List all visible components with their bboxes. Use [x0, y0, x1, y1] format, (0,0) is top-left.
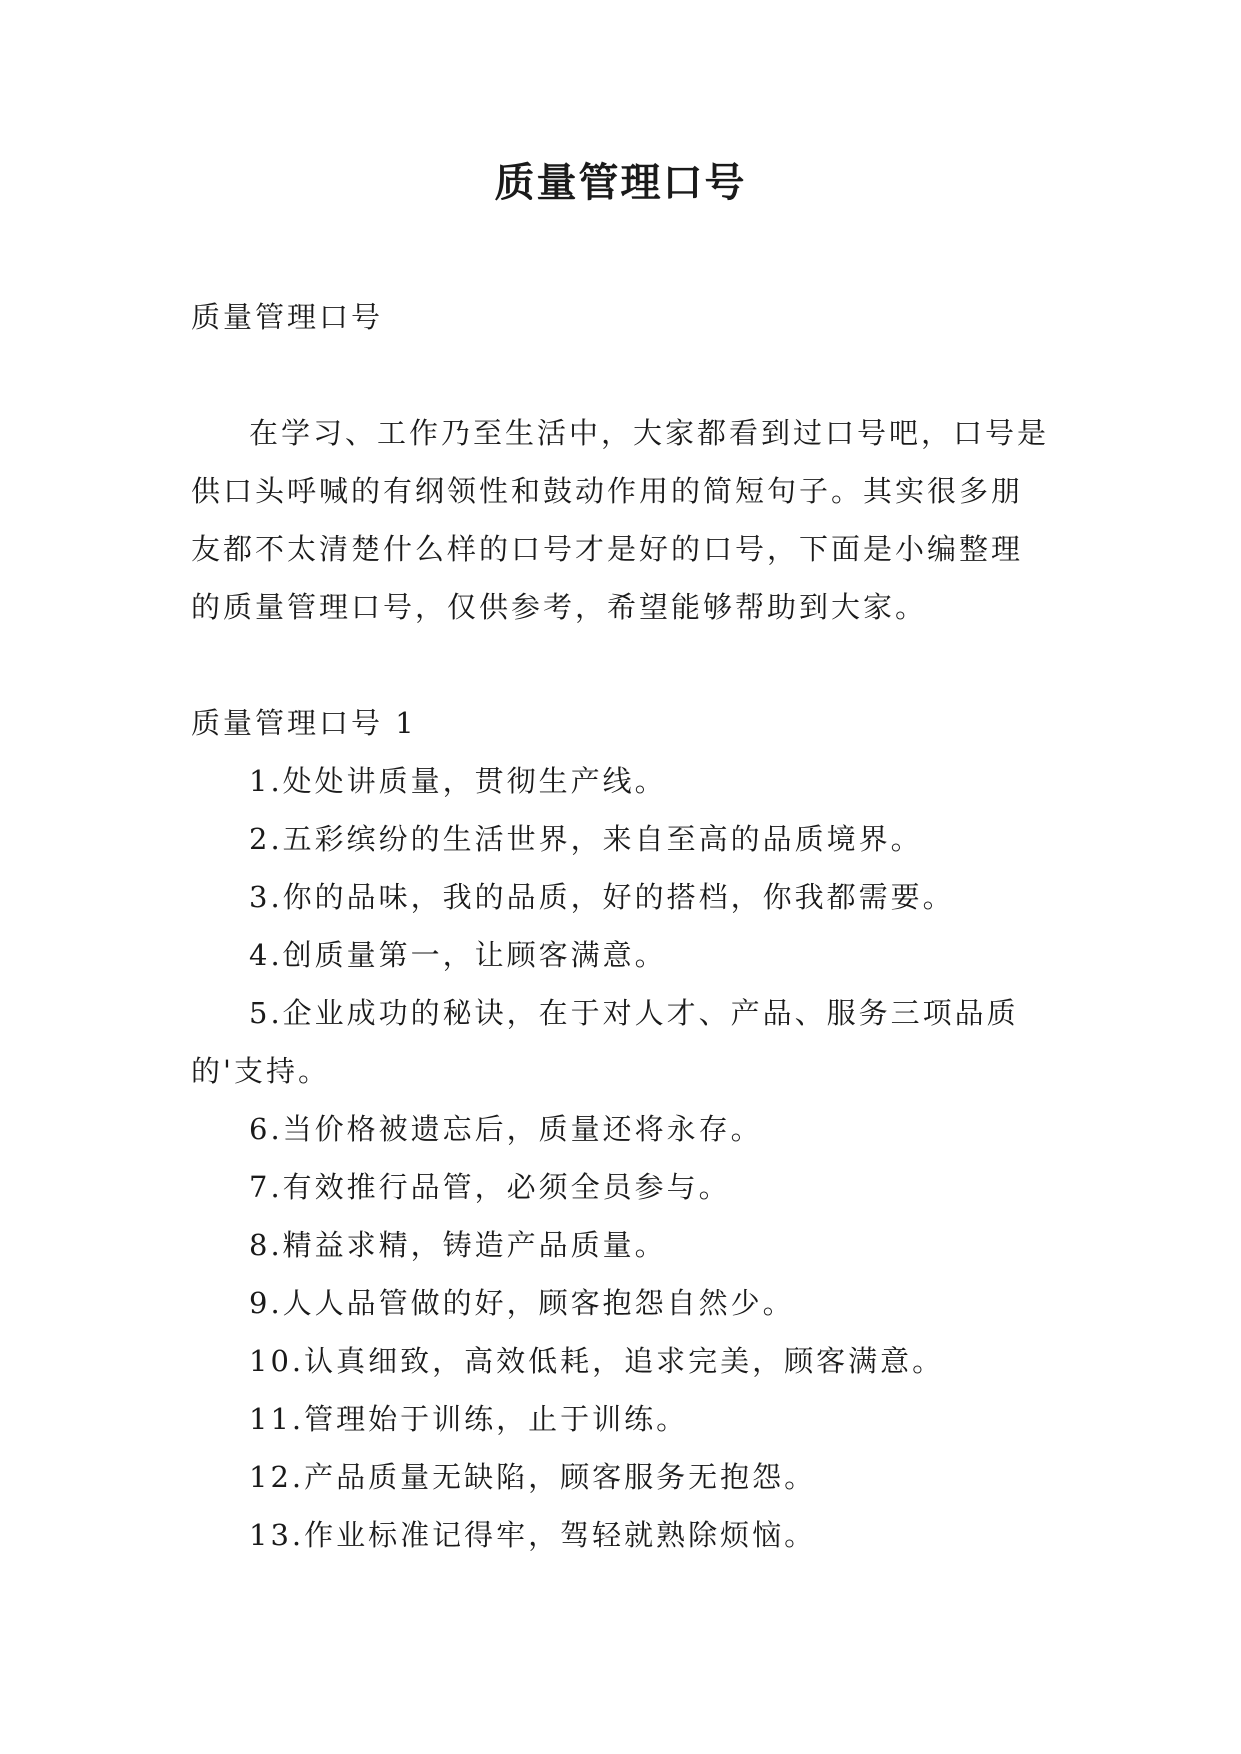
slogan-item: 7.有效推行品管，必须全员参与。 [249, 1170, 731, 1204]
document-title: 质量管理口号 [494, 159, 747, 206]
slogan-item: 13.作业标准记得牢，驾轻就熟除烦恼。 [249, 1518, 817, 1552]
slogan-item: 10.认真细致，高效低耗，追求完美，顾客满意。 [249, 1344, 945, 1378]
intro-paragraph: 在学习、工作乃至生活中，大家都看到过口号吧，口号是供口头呼喊的有纲领性和鼓动作用的简短句子。其实很多朋友都不太清楚什么样的口号才是好的口号，下面是小编整理的质量管理口号，仅供参考，希望能够帮助到大家。 [191, 416, 1050, 624]
document-body [191, 288, 1051, 1564]
slogan-item: 9.人人品管做的好，顾客抱怨自然少。 [249, 1286, 795, 1320]
slogan-list [191, 752, 1051, 1564]
slogan-item: 12.产品质量无缺陷，顾客服务无抱怨。 [249, 1460, 817, 1494]
slogan-item: 5.企业成功的秘诀，在于对人才、产品、服务三项品质的'支持。 [191, 996, 1019, 1088]
document-subtitle: 质量管理口号 [191, 300, 384, 334]
slogan-item: 4.创质量第一，让顾客满意。 [249, 938, 667, 972]
slogan-item: 11.管理始于训练，止于训练。 [249, 1402, 689, 1436]
section-heading: 质量管理口号 1 [191, 706, 417, 740]
slogan-item: 6.当价格被遗忘后，质量还将永存。 [249, 1112, 763, 1146]
slogan-item: 1.处处讲质量，贯彻生产线。 [249, 764, 667, 798]
slogan-item: 2.五彩缤纷的生活世界，来自至高的品质境界。 [249, 822, 923, 856]
slogan-item: 8.精益求精，铸造产品质量。 [249, 1228, 667, 1262]
slogan-item: 3.你的品味，我的品质，好的搭档，你我都需要。 [249, 880, 955, 914]
